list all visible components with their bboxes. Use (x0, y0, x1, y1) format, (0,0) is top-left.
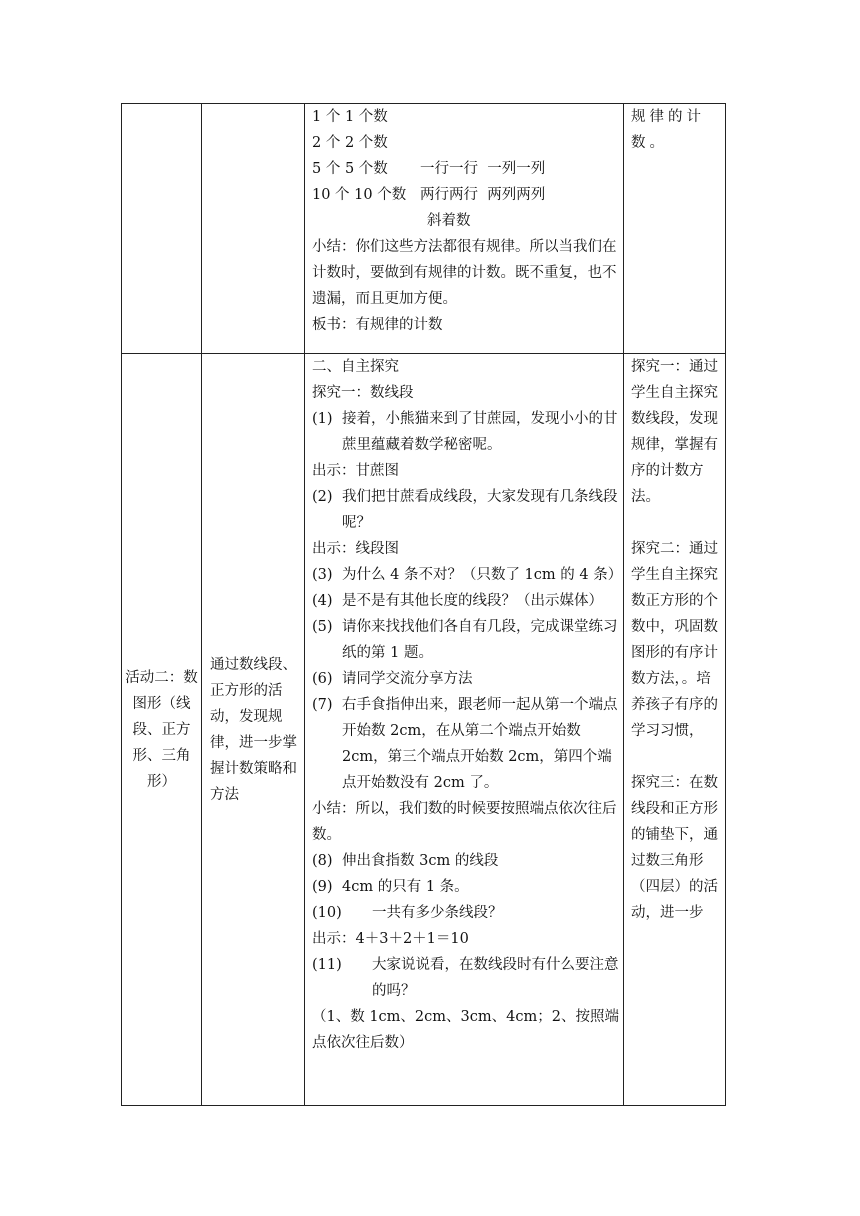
row2-intent-cell (624, 354, 726, 1106)
show-text: 出示：线段图 (312, 541, 399, 557)
item-text: 为什么 4 条不对？（只数了 1cm 的 4 条） (342, 567, 623, 583)
row1-goal-cell (202, 104, 305, 354)
item-text: 我们把甘蔗看成线段，大家发现有几条线段呢？ (342, 489, 618, 531)
item-number: (5) (312, 619, 333, 635)
board-text: 板书：有规律的计数 (312, 317, 443, 333)
item-text: 是不是有其他长度的线段？（出示媒体） (342, 593, 603, 609)
row1-intent-cell (624, 104, 726, 354)
item-number: (9) (312, 879, 333, 895)
list-item (312, 900, 619, 926)
list-item (312, 484, 619, 536)
count-line-3: 5 个 5 个数 一行一行 一列一列 (312, 161, 546, 177)
item-number: (7) (312, 697, 333, 713)
intent-text-1: 规律的计数。 (631, 109, 705, 151)
list-item (312, 952, 619, 1004)
list-item (312, 614, 619, 666)
activity-title: 活动二：数图形（线段、正方形、三角形） (125, 669, 198, 790)
intent-text-1: 探究一：通过学生自主探究数线段，发现规律，掌握有序的计数方法。 (631, 359, 718, 505)
item-text: 右手食指伸出来，跟老师一起从第一个端点开始数 2cm，在从第二个端点开始数 2cm，第三个端点开始数 2cm，第四个端点开始数没有 2cm 了。 (342, 697, 618, 791)
item-number: (11) (312, 957, 342, 973)
table-row (122, 354, 726, 1106)
intent-text-3: 探究三：在数线段和正方形的铺垫下，通过数三角形（四层）的活动，进一步 (631, 775, 718, 921)
item-number: (10) (312, 905, 342, 921)
explore-heading: 探究一：数线段 (312, 385, 414, 401)
count-line-5: 斜着数 (427, 213, 471, 229)
item-text: 请同学交流分享方法 (342, 671, 473, 687)
item-number: (8) (312, 853, 333, 869)
item-number: (4) (312, 593, 333, 609)
list-item (312, 874, 619, 900)
item-text: 接着，小熊猫来到了甘蔗园，发现小小的甘蔗里蕴藏着数学秘密呢。 (342, 411, 618, 453)
item-text: 大家说说看，在数线段时有什么要注意的吗？ (372, 957, 619, 999)
lesson-plan-table (121, 103, 726, 1106)
intent-text-2: 探究二：通过学生自主探究数正方形的个数中，巩固数图形的有序计数方法，。培养孩子有序的学习习惯， (631, 541, 718, 739)
section-heading: 二、自主探究 (312, 359, 399, 375)
count-line-4: 10 个 10 个数 两行两行 两列两列 (312, 187, 546, 203)
table-row (122, 104, 726, 354)
list-item (312, 588, 619, 614)
activity-goal: 通过数线段、正方形的活动，发现规律，进一步掌握计数策略和方法 (210, 656, 297, 803)
item-text: 请你来找找他们各自有几段，完成课堂练习纸的第 1 题。 (342, 619, 618, 661)
summary-text: 小结：你们这些方法都很有规律。所以当我们在计数时，要做到有规律的计数。既不重复，也不遗漏，而且更加方便。 (312, 239, 617, 307)
list-item (312, 848, 619, 874)
list-item (312, 562, 623, 588)
count-line-2: 2 个 2 个数 (312, 135, 388, 151)
item-number: (1) (312, 411, 333, 427)
list-item (312, 406, 619, 458)
show-text: 出示：甘蔗图 (312, 463, 399, 479)
item-text: 一共有多少条线段？ (372, 905, 503, 921)
spacer (631, 744, 719, 770)
item-number: (2) (312, 489, 333, 505)
item-number: (6) (312, 671, 333, 687)
item-number: (3) (312, 567, 333, 583)
summary-text: 小结：所以，我们数的时候要按照端点依次往后数。 (312, 801, 617, 843)
row1-process-cell (305, 104, 624, 354)
list-item (312, 666, 619, 692)
show-text: 出示：4＋3＋2＋1＝10 (312, 931, 469, 947)
note-text: （1、数 1cm、2cm、3cm、4cm；2、按照端点依次往后数） (312, 1009, 619, 1051)
list-item (312, 692, 619, 796)
row1-activity-cell (122, 104, 202, 354)
row2-activity-cell (122, 354, 202, 1106)
item-text: 伸出食指数 3cm 的线段 (342, 853, 499, 869)
row2-goal-cell (202, 354, 305, 1106)
count-line-1: 1 个 1 个数 (312, 109, 388, 125)
spacer (631, 510, 719, 536)
item-text: 4cm 的只有 1 条。 (342, 879, 469, 895)
row2-process-cell (305, 354, 624, 1106)
